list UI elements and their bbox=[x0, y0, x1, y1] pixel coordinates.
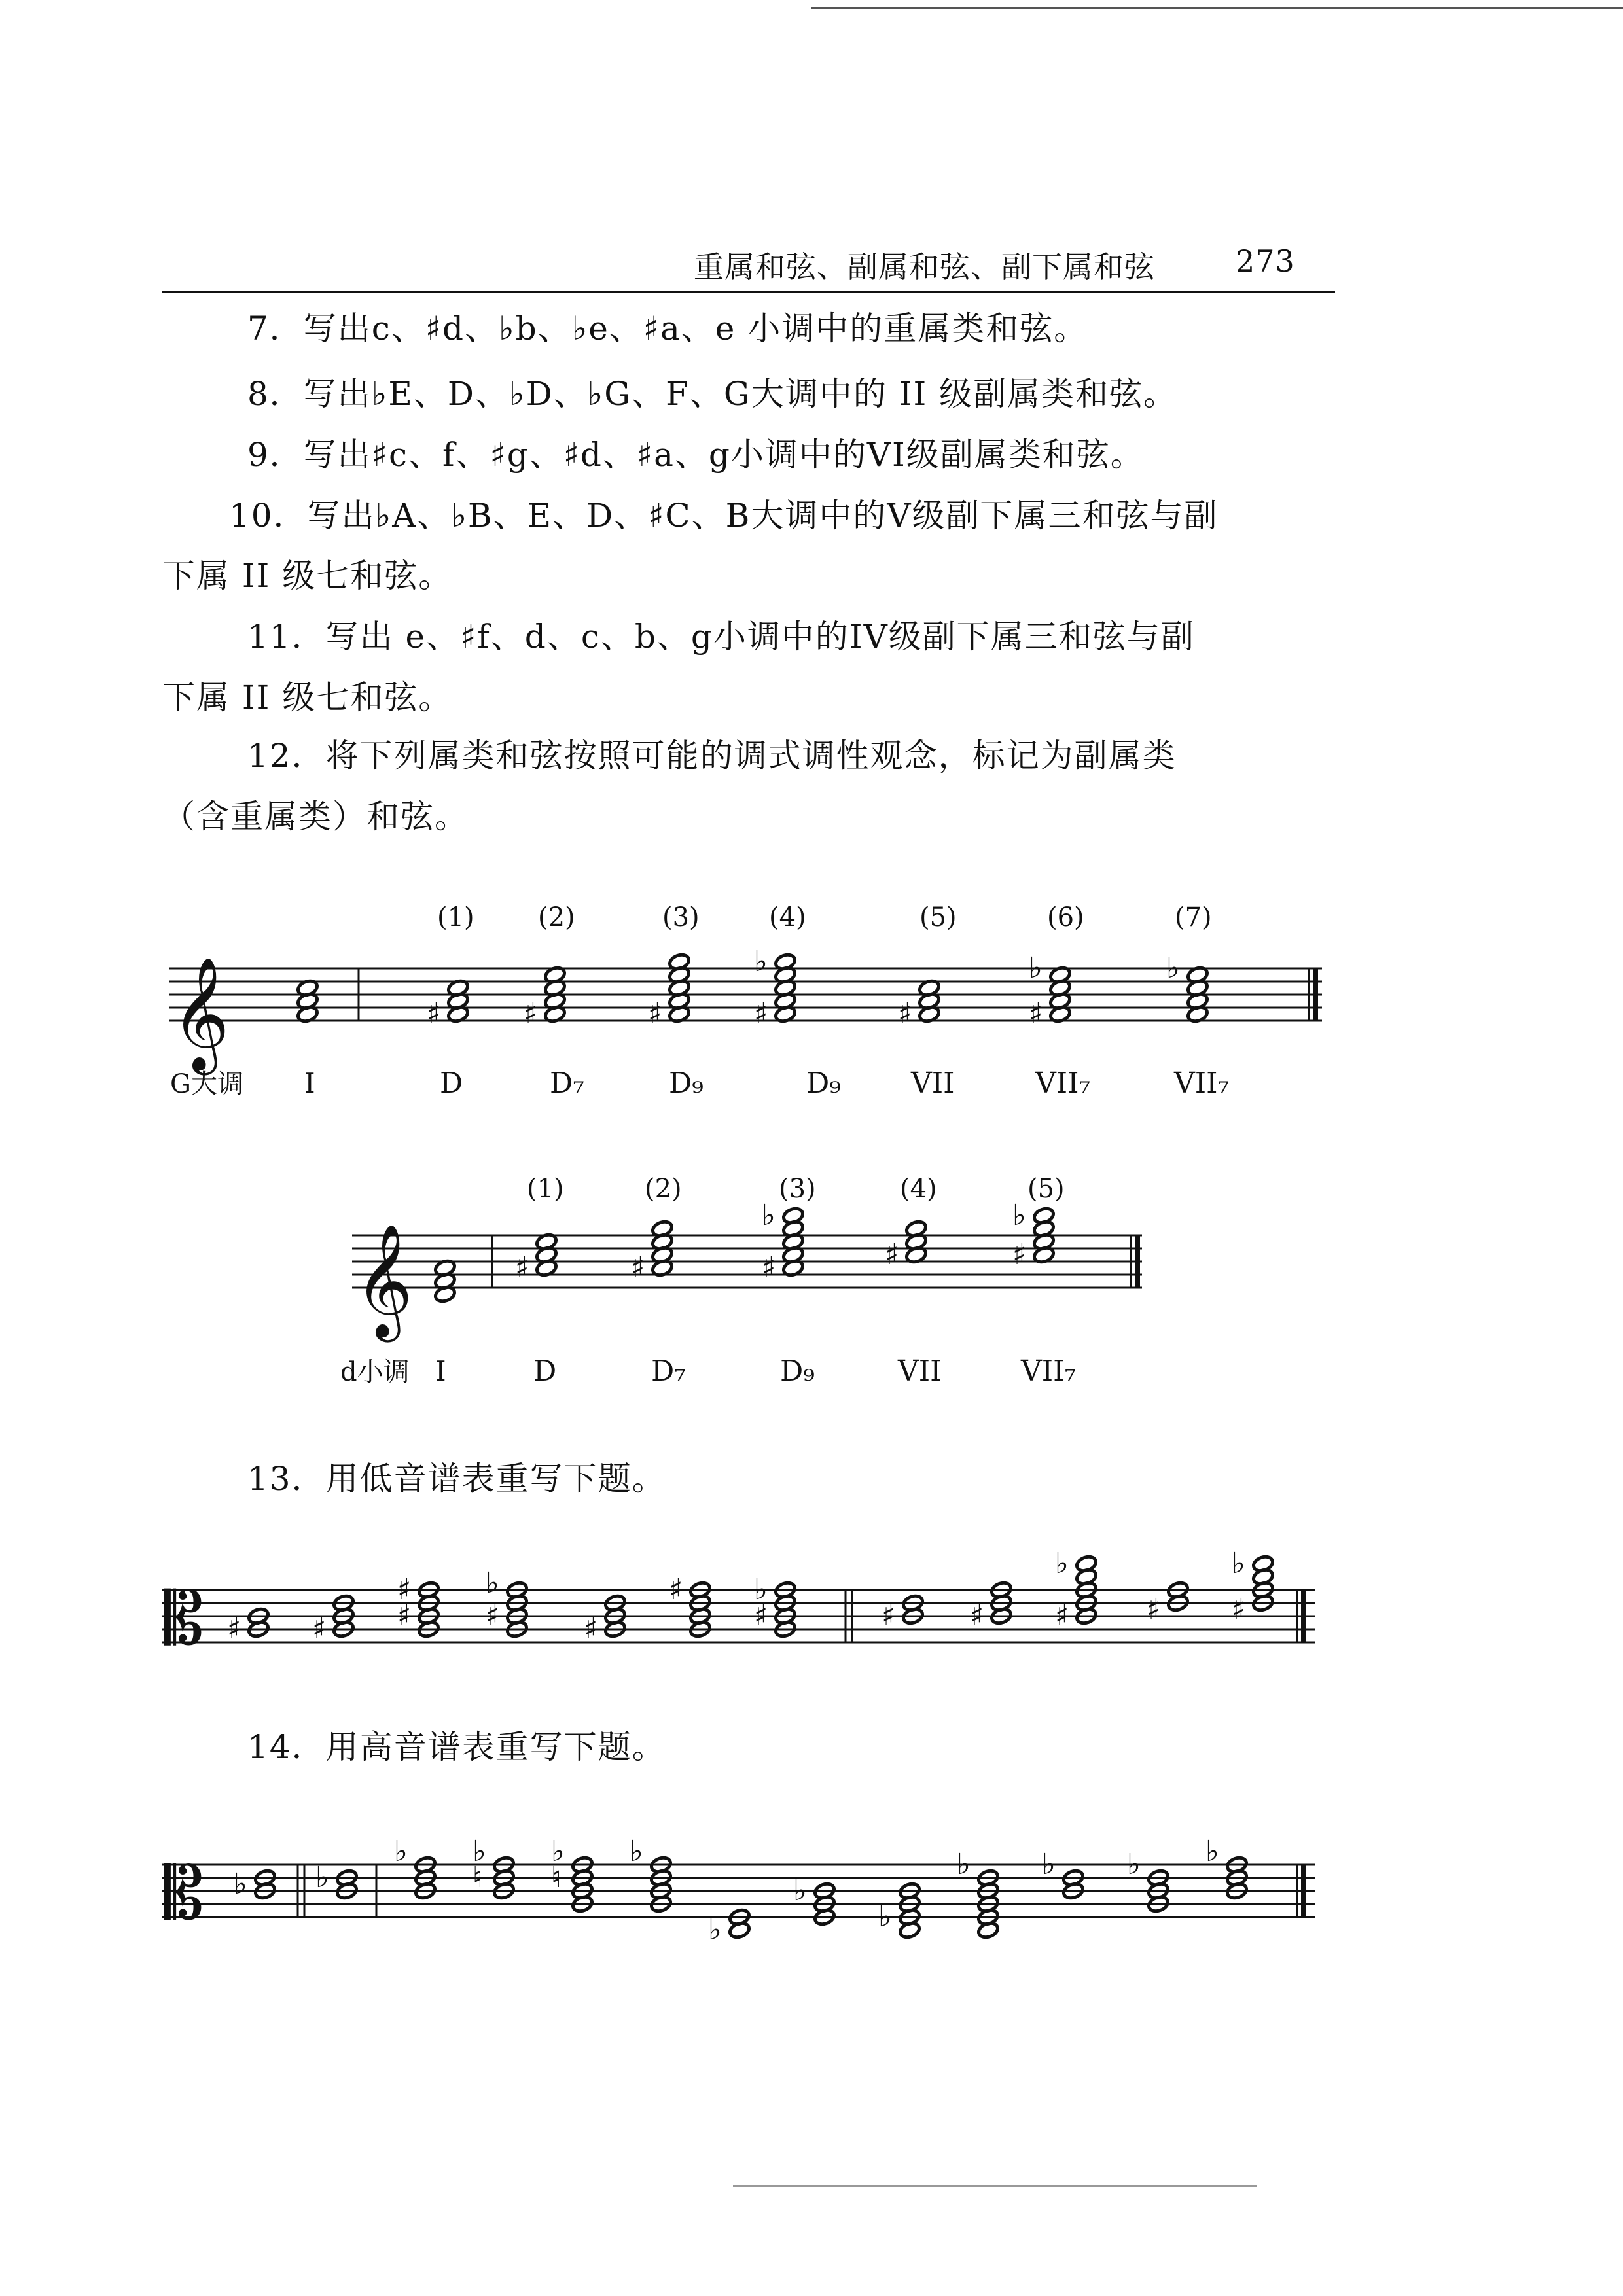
sharp-icon: ♯ bbox=[754, 1599, 768, 1633]
treble-clef-icon: 𝄞 bbox=[171, 957, 230, 1070]
natural-icon: ♮ bbox=[473, 1861, 483, 1894]
flat-icon: ♭ bbox=[630, 1835, 643, 1868]
flat-icon: ♭ bbox=[1055, 1547, 1069, 1580]
chord-number: (1) bbox=[527, 1174, 564, 1204]
sharp-icon: ♯ bbox=[898, 997, 912, 1031]
flat-icon: ♭ bbox=[1232, 1547, 1245, 1580]
chord-number: (4) bbox=[769, 902, 806, 932]
chord-number: (5) bbox=[919, 902, 957, 932]
sharp-icon: ♯ bbox=[1012, 1238, 1027, 1271]
tonic-label: I bbox=[435, 1355, 446, 1387]
key-label: G大调 bbox=[170, 1069, 243, 1099]
sharp-icon: ♯ bbox=[515, 1251, 529, 1284]
sharp-icon: ♯ bbox=[584, 1612, 598, 1646]
sharp-icon: ♯ bbox=[754, 997, 768, 1031]
chord-number: (1) bbox=[437, 902, 474, 932]
chord-number: (2) bbox=[645, 1174, 682, 1204]
flat-icon: ♭ bbox=[1205, 1835, 1219, 1868]
chord-number: (7) bbox=[1175, 902, 1212, 932]
flat-icon: ♭ bbox=[708, 1913, 722, 1947]
function-label: VII₇ bbox=[1035, 1067, 1091, 1100]
exercise-11-line1: 11．写出 e、♯f、d、c、b、g小调中的IV级副下属三和弦与副 bbox=[247, 618, 1195, 656]
treble-clef-icon: 𝄞 bbox=[355, 1224, 413, 1337]
chord-number: (6) bbox=[1047, 902, 1084, 932]
sharp-icon: ♯ bbox=[397, 1599, 412, 1633]
flat-icon: ♭ bbox=[551, 1835, 565, 1868]
flat-icon: ♭ bbox=[1029, 951, 1043, 985]
staff-d-minor bbox=[340, 1174, 1142, 1388]
flat-icon: ♭ bbox=[1012, 1199, 1026, 1232]
sharp-icon: ♯ bbox=[970, 1599, 984, 1633]
sharp-icon: ♯ bbox=[648, 997, 662, 1031]
flat-icon: ♭ bbox=[1127, 1848, 1141, 1881]
scan-artifact-line bbox=[733, 2185, 1257, 2187]
function-label: VII₇ bbox=[1021, 1354, 1077, 1388]
exercise-14: 14．用高音谱表重写下题。 bbox=[247, 1728, 666, 1766]
sharp-icon: ♯ bbox=[397, 1573, 412, 1606]
function-label: D₉ bbox=[669, 1067, 704, 1100]
function-label: VII bbox=[911, 1067, 955, 1100]
exercise-10-line2: 下属 II 级七和弦。 bbox=[162, 557, 453, 595]
staff-exercise-13 bbox=[162, 1547, 1315, 1661]
exercise-7: 7．写出c、♯d、♭b、♭e、♯a、e 小调中的重属类和弦。 bbox=[247, 309, 1088, 347]
chord-number: (3) bbox=[779, 1174, 816, 1204]
exercise-13: 13．用低音谱表重写下题。 bbox=[247, 1460, 666, 1498]
function-label: D bbox=[533, 1354, 557, 1388]
flat-icon: ♭ bbox=[878, 1900, 892, 1934]
sharp-icon: ♯ bbox=[669, 1573, 683, 1606]
sharp-icon: ♯ bbox=[227, 1612, 241, 1646]
alto-clef-icon: 𝄡 bbox=[164, 1577, 204, 1661]
flat-icon: ♭ bbox=[1166, 951, 1180, 985]
exercise-12-line2: （含重属类）和弦。 bbox=[162, 798, 469, 836]
chord-number: (3) bbox=[662, 902, 700, 932]
flat-icon: ♭ bbox=[473, 1835, 486, 1868]
sharp-icon: ♯ bbox=[631, 1251, 645, 1284]
sharp-icon: ♯ bbox=[762, 1251, 776, 1284]
function-label: D₇ bbox=[651, 1354, 686, 1388]
staff-g-major bbox=[169, 902, 1322, 1100]
function-label: VII₇ bbox=[1174, 1067, 1230, 1100]
flat-icon: ♭ bbox=[762, 1199, 776, 1232]
page-number: 273 bbox=[1236, 243, 1295, 279]
sharp-icon: ♯ bbox=[885, 1238, 899, 1271]
function-label: D₉ bbox=[780, 1354, 815, 1388]
exercise-12-line1: 12．将下列属类和弦按照可能的调式调性观念，标记为副属类 bbox=[247, 737, 1177, 775]
flat-icon: ♭ bbox=[394, 1835, 408, 1868]
function-label: VII bbox=[898, 1354, 942, 1388]
alto-clef-icon: 𝄡 bbox=[164, 1852, 204, 1935]
sharp-icon: ♯ bbox=[312, 1612, 327, 1646]
flat-icon: ♭ bbox=[957, 1848, 971, 1881]
natural-icon: ♮ bbox=[551, 1861, 562, 1894]
sharp-icon: ♯ bbox=[1055, 1599, 1069, 1633]
sharp-icon: ♯ bbox=[427, 997, 441, 1031]
flat-icon: ♭ bbox=[1042, 1848, 1056, 1881]
chord-number: (4) bbox=[900, 1174, 937, 1204]
sharp-icon: ♯ bbox=[1147, 1593, 1161, 1626]
sharp-icon: ♯ bbox=[486, 1599, 500, 1633]
function-label: D₇ bbox=[550, 1067, 584, 1100]
flat-icon: ♭ bbox=[754, 1573, 768, 1606]
function-label: D₉ bbox=[806, 1067, 841, 1100]
flat-icon: ♭ bbox=[793, 1874, 807, 1907]
tonic-label: I bbox=[304, 1067, 315, 1099]
flat-icon: ♭ bbox=[754, 945, 768, 978]
sharp-icon: ♯ bbox=[524, 997, 538, 1031]
flat-icon: ♭ bbox=[486, 1566, 499, 1600]
running-header-title: 重属和弦、副属和弦、副下属和弦 bbox=[694, 249, 1155, 285]
chord-number: (5) bbox=[1027, 1174, 1065, 1204]
staff-exercise-14 bbox=[162, 1835, 1315, 1947]
exercise-8: 8．写出♭E、D、♭D、♭G、F、G大调中的 II 级副属类和弦。 bbox=[247, 375, 1178, 413]
exercise-9: 9．写出♯c、f、♯g、♯d、♯a、g小调中的VI级副属类和弦。 bbox=[247, 436, 1145, 474]
function-label: D bbox=[440, 1067, 463, 1100]
sharp-icon: ♯ bbox=[1232, 1593, 1246, 1626]
chord-number: (2) bbox=[538, 902, 575, 932]
flat-icon: ♭ bbox=[234, 1867, 247, 1901]
key-label: d小调 bbox=[340, 1357, 410, 1387]
exercise-10-line1: 10．写出♭A、♭B、E、D、♯C、B大调中的Ⅴ级副下属三和弦与副 bbox=[229, 497, 1219, 535]
sharp-icon: ♯ bbox=[882, 1599, 896, 1633]
sharp-icon: ♯ bbox=[1029, 997, 1043, 1031]
exercise-11-line2: 下属 II 级七和弦。 bbox=[162, 679, 453, 716]
flat-icon: ♭ bbox=[315, 1861, 329, 1894]
